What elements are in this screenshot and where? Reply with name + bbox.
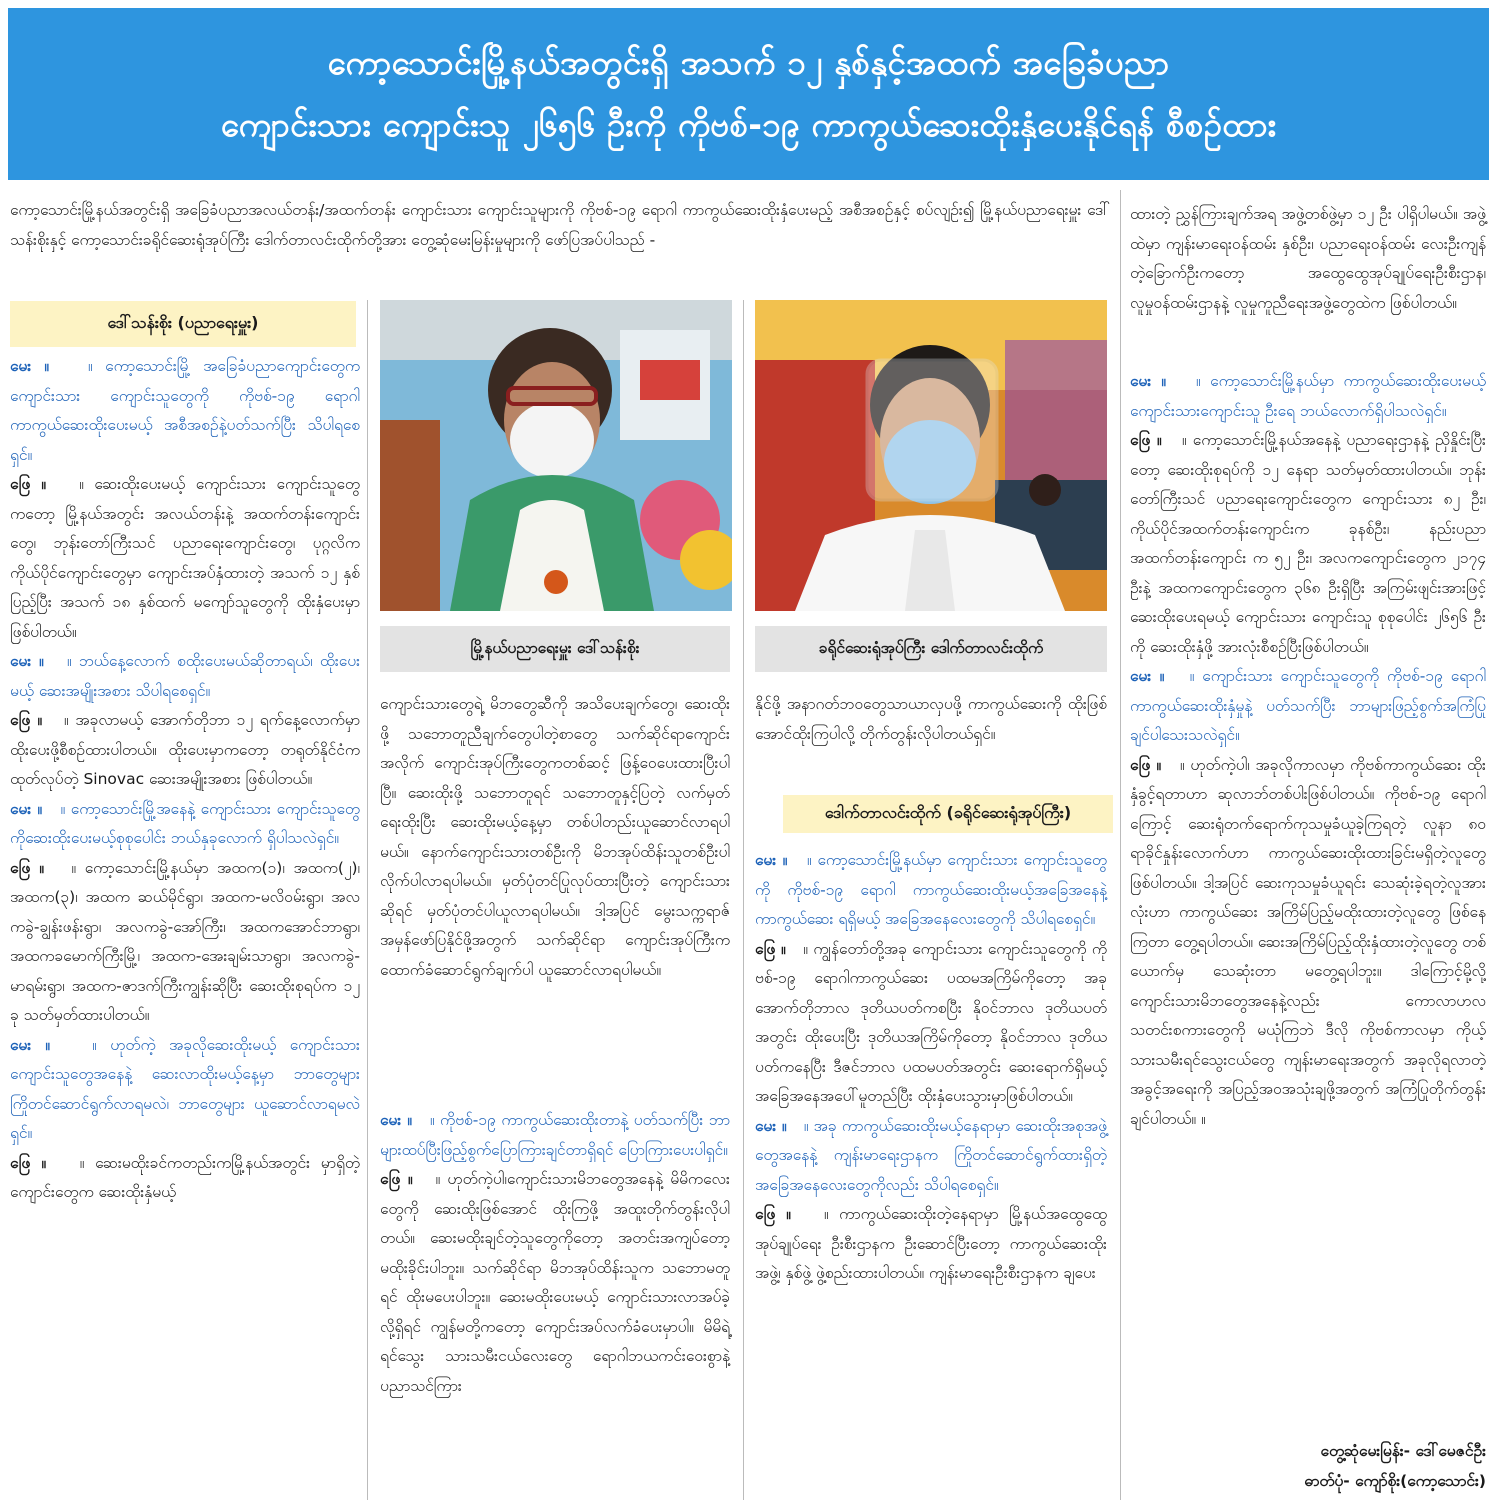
answer-marker: ဖြေ ။ xyxy=(10,858,72,877)
answer-paragraph xyxy=(10,470,360,647)
question-marker: မေး ။ xyxy=(10,799,61,818)
photo-caption-education-officer: မြို့နယ်ပညာရေးမှူး ဒေါ်သန်းစိုး xyxy=(380,626,730,672)
question-text: ။ ဘယ်နေ့လောက် စထိုးပေးမယ်ဆိုတာရယ်၊ ထိုးပေးမယ့် ဆေးအမျိုးအစား သိပါရစေရှင်။ xyxy=(10,652,361,700)
question-paragraph xyxy=(755,1112,1107,1201)
answer-marker: ဖြေ ။ xyxy=(755,1205,824,1223)
question-paragraph xyxy=(1130,662,1486,751)
question-text: ။ အခု ကာကွယ်ဆေးထိုးမယ့်နေရာမှာ ဆေးထိုးအစုအဖွဲ့တွေအနေနဲ့ ကျန်းမာရေးဌာနက ကြိုတင်ဆောင်ရွက်ထားရှိတဲ့ အခြေအနေလေးတွေကိုလည်း သိပါရစေရှင်။ xyxy=(755,1116,1107,1194)
question-marker: မေး ။ xyxy=(380,1111,430,1129)
answer-paragraph xyxy=(755,1200,1107,1289)
answer-marker: ဖြေ ။ xyxy=(1130,755,1180,774)
column-2-qa xyxy=(380,1106,730,1401)
question-text: ။ ကော့သောင်းမြို့နယ်မှာ ကာကွယ်ဆေးထိုးပေးမယ့် ကျောင်းသားကျောင်းသူ ဦးရေ ဘယ်လောက်ရှိပါသလဲရှင်။ xyxy=(1130,372,1486,420)
question-marker: မေး ။ xyxy=(1130,372,1196,390)
column-divider xyxy=(1120,190,1121,1500)
hospital-superintendent-photo xyxy=(755,300,1107,611)
headline-line-1: ကော့သောင်းမြို့နယ်အတွင်းရှိ အသက် ၁၂ နှစ်နှင့်အထက် အခြေခံပညာ xyxy=(327,43,1170,82)
question-paragraph xyxy=(10,1031,360,1149)
column-3-lead: နိုင်ဖို့ အနာဂတ်ဘဝတွေသာယာလှပဖို့ ကာကွယ်ဆေးကို ထိုးဖြစ်အောင်ထိုးကြပါလို့ တိုက်တွန်းလိုပါတယ်ရှင်။ xyxy=(755,695,1107,743)
answer-paragraph xyxy=(10,706,360,795)
answer-marker: ဖြေ ။ xyxy=(10,475,80,493)
question-marker: မေး ။ xyxy=(1130,667,1190,685)
answer-text: ။ ဆေးထိုးပေးမယ့် ကျောင်းသား ကျောင်းသူတွေကတော့ မြို့နယ်အတွင်း အလယ်တန်းနဲ့ အထက်တန်းကျောင်းတွေ၊ ဘုန်းတော်ကြီးသင် ပညာရေးကျောင်းတွေ၊ ပုဂ္ဂလိကကိုယ်ပိုင်ကျောင်းတွေမှာ ကျောင်းအပ်နှံထားတဲ့ အသက် ၁၂ နှစ်ပြည့်ပြီး အသက် ၁၈ နှစ်ထက် မကျော်သူတွေကို ထိုးနှံပေးမှာဖြစ်ပါတယ်။ xyxy=(10,475,360,641)
column-divider xyxy=(743,300,744,1500)
answer-paragraph xyxy=(380,1165,730,1401)
byline-photographer: ဓာတ်ပုံ- ကျော်စိုး(ကော့သောင်း) xyxy=(1304,1472,1486,1490)
question-marker: မေး ။ xyxy=(755,851,807,869)
answer-marker: ဖြေ ။ xyxy=(10,1153,80,1172)
question-text: ။ ဟုတ်ကဲ့ အခုလိုဆေးထိုးမယ့် ကျောင်းသား ကျောင်းသူတွေအနေနဲ့ ဆေးလာထိုးမယ့်နေ့မှာ ဘာတွေများ ကြိုတင်ဆောင်ရွက်လာရမလဲ၊ ဘာတွေများ ယူဆောင်လာရမလဲရှင်။ xyxy=(10,1035,360,1142)
answer-paragraph xyxy=(10,1149,360,1208)
answer-text: ။ ဟုတ်ကဲ့ပါ၊ကျောင်းသားမိဘတွေအနေနဲ့ မိမိကလေးတွေကို ဆေးထိုးဖြစ်အောင် ထိုးကြဖို့ အထူးတိုက်တွန်းလိုပါတယ်။ ဆေးမထိုးချင်တဲ့သူတွေကိုတော့ အတင်းအကျပ်တော့ မထိုးခိုင်းပါဘူး။ သက်ဆိုင်ရာ မိဘအုပ်ထိန်းသူက သဘောမတူရင် ထိုးမပေးပါဘူး။ ဆေးမထိုးပေးမယ့် ကျောင်းသားလာအပ်ခဲ့လို့ရှိရင် ကျွန်မတို့ကတော့ ကျောင်းအပ်လက်ခံပေးမှာပါ။ မိမိရဲ့ရင်သွေး သားသမီးငယ်လေးတွေ ရောဂါဘယကင်းဝေးစွာနဲ့ ပညာသင်ကြား xyxy=(380,1170,730,1395)
column-1 xyxy=(10,352,360,1208)
question-paragraph xyxy=(1130,367,1486,426)
answer-marker: ဖြေ ။ xyxy=(755,939,804,958)
column-2-continuation: ကျောင်းသားတွေရဲ့ မိဘတွေဆီကို အသိပေးချက်တွေ၊ ဆေးထိုးဖို့ သဘောတူညီချက်တွေပါတဲ့စာတွေ သက်ဆိုင်ရာကျောင်းအလိုက် ကျောင်းအုပ်ကြီးတွေကတစ်ဆင့် ဖြန့်ဝေပေးထားပြီးပါပြီ။ ဆေးထိုးဖို့ သဘောတူရင် သဘောတူနှင့်ပြတဲ့ လက်မှတ်ရေးထိုးပြီး ဆေးထိုးမယ့်နေ့မှာ တစ်ပါတည်းယူဆောင်လာရပါမယ်။ နောက်ကျောင်းသားတစ်ဦးကို မိဘအုပ်ထိန်းသူတစ်ဦးပါ လိုက်ပါလာရပါမယ်။ မှတ်ပုံတင်ပြုလုပ်ထားပြီးတဲ့ ကျောင်းသားဆိုရင် မှတ်ပုံတင်ပါယူလာရပါမယ်။ ဒါ့အပြင် မွေးသက္ကရာဇ်အမှန်ဖော်ပြနိုင်ဖို့အတွက် သက်ဆိုင်ရာ ကျောင်းအုပ်ကြီးက ထောက်ခံဆောင်ရွက်ချက်ပါ ယူဆောင်လာရပါမယ်။ xyxy=(380,695,730,979)
column-3 xyxy=(755,846,1107,1289)
question-marker: မေး ။ xyxy=(10,1035,92,1054)
intro-paragraph: ကော့သောင်းမြို့နယ်အတွင်းရှိ အခြေခံပညာအလယ်တန်း/အထက်တန်း ကျောင်းသား ကျောင်းသူများကို ကိုဗစ်-၁၉ ရောဂါ ကာကွယ်ဆေးထိုးနှံပေးမည့် အစီအစဉ်နှင့် စပ်လျဉ်း၍ မြို့နယ်ပညာရေးမှူး ဒေါ်သန်းစိုးနှင့် ကော့သောင်းခရိုင်ဆေးရုံအုပ်ကြီး ဒေါက်တာလင်းထိုက်တို့အား တွေ့ဆုံမေးမြန်းမှုများကို ဖော်ပြအပ်ပါသည် - xyxy=(10,201,1110,249)
answer-text: ။ အခုလာမယ့် အောက်တိုဘာ ၁၂ ရက်နေ့လောက်မှာ ထိုးပေးဖို့စီစဉ်ထားပါတယ်။ ထိုးပေးမှာကတော့ တရုတ်နိုင်ငံကထုတ်လုပ်တဲ့ Sinovac ဆေးအမျိုးအစား ဖြစ်ပါတယ်။ xyxy=(10,711,360,788)
question-paragraph xyxy=(380,1106,730,1165)
column-4-lead: ထားတဲ့ ညွှန်ကြားချက်အရ အဖွဲ့တစ်ဖွဲ့မှာ ၁၂ ဦး ပါရှိပါမယ်။ အဖွဲ့ထဲမှာ ကျန်းမာရေးဝန်ထမ်း နှစ်ဦး၊ ပညာရေးဝန်ထမ်း လေးဦးကျန်တဲ့ခြောက်ဦးကတော့ အထွေထွေအုပ်ချုပ်ရေးဦးစီးဌာန၊ လူမှုဝန်ထမ်းဌာနနဲ့ လူမှုကူညီရေးအဖွဲ့တွေထဲက ဖြစ်ပါတယ်။ xyxy=(1130,205,1486,312)
answer-marker: ဖြေ ။ xyxy=(1130,431,1182,449)
answer-marker: ဖြေ ။ xyxy=(10,711,64,729)
question-marker: မေး ။ xyxy=(10,357,88,375)
answer-marker: ဖြေ ။ xyxy=(380,1170,436,1188)
question-paragraph xyxy=(755,846,1107,935)
education-officer-photo xyxy=(380,300,732,611)
question-text: ။ ကော့သောင်းမြို့ အခြေခံပညာကျောင်းတွေက ကျောင်းသား ကျောင်းသူတွေကို ကိုဗစ်-၁၉ ရောဂါကာကွယ်ဆေးထိုးပေးမယ့် အစီအစဉ်နဲ့ပတ်သက်ပြီး သိပါရစေရှင်။ xyxy=(10,357,360,464)
answer-text: ။ ကော့သောင်းမြို့နယ်မှာ အထက(၁)၊ အထက(၂)၊ အထက(၃)၊ အထက ဆယ်မိုင်ရွာ၊ အထက-မလိဝမ်းရွာ၊ အလကခွဲ-ချွန်းဖန်းရွာ၊ အလကခွဲ-အော်ကြီး၊ အထကအောင်ဘာရွာ၊ အထကခမောက်ကြီးမြို့၊ အထက-အေးချမ်းသာရွာ၊ အလကခွဲ-မာရမ်းရွာ၊ အထက-ဇာဒက်ကြီးကျွန်းဆိုပြီး ဆေးထိုးစုရပ်က ၁၂ ခု သတ်မှတ်ထားပါတယ်။ xyxy=(10,858,360,1024)
byline-interviewer: တွေ့ဆုံမေးမြန်း- ဒေါ်မေဇင်ဦး xyxy=(1320,1442,1486,1460)
column-4 xyxy=(1130,367,1486,1134)
question-text: ။ ကိုဗစ်-၁၉ ကာကွယ်ဆေးထိုးတာနဲ့ ပတ်သက်ပြီး ဘာများထပ်ပြီးဖြည့်စွက်ပြောကြားချင်တာရှိရင် ပြောကြားပေးပါရှင်။ xyxy=(380,1111,730,1159)
section-header-education-officer: ဒေါ်သန်းစိုး (ပညာရေးမှူး) xyxy=(10,301,356,347)
headline-banner xyxy=(8,8,1489,180)
question-marker: မေး ။ xyxy=(10,652,67,670)
answer-paragraph xyxy=(1130,751,1486,1135)
answer-text: ။ ဟုတ်ကဲ့ပါ၊ အခုလိုကာလမှာ ကိုဗစ်ကာကွယ်ဆေး ထိုးနှံခွင့်ရတာဟာ ဆုလာဘ်တစ်ပါးဖြစ်ပါတယ်။ ကိုဗစ်-၁၉ ရောဂါကြောင့် ဆေးရုံတက်ရောက်ကုသမှုခံယူခဲ့ကြရတဲ့ လူနာ ၈၀ ရာခိုင်နှုန်းလောက်ဟာ ကာကွယ်ဆေးထိုးထားခြင်းမရှိတဲ့လူတွေ ဖြစ်ပါတယ်။ ဒါ့အပြင် ဆေးကုသမှုခံယူရင်း သေဆုံးခဲ့ရတဲ့လူအားလုံးဟာ ကာကွယ်ဆေး အကြိမ်ပြည့်မထိုးထားတဲ့လူတွေ ဖြစ်နေကြတာ တွေ့ရပါတယ်။ ဆေးအကြိမ်ပြည့်ထိုးနှံထားတဲ့လူတွေ တစ်ယောက်မှ သေဆုံးတာ မတွေ့ရပါဘူး။ ဒါကြောင့်မို့လို့ ကျောင်းသားမိဘတွေအနေနဲ့လည်း ကောလာဟလ သတင်းစကားတွေကို မယုံကြဘဲ ဒီလို ကိုဗစ်ကာလမှာ ကိုယ့်သားသမီးရင်သွေးငယ်တွေ ကျန်းမာရေးအတွက် အခုလိုရလာတဲ့အခွင့်အရေးကို အပြည့်အဝအသုံးချဖို့အတွက် အကြံပြုတိုက်တွန်းချင်ပါတယ်။ ။ xyxy=(1130,755,1486,1128)
question-paragraph xyxy=(10,352,360,470)
question-text: ။ ကော့သောင်းမြို့အနေနဲ့ ကျောင်းသား ကျောင်းသူတွေကိုဆေးထိုးပေးမယ့်စုစုပေါင်း ဘယ်နှခုလောက် ရှိပါသလဲရှင်။ xyxy=(10,799,361,847)
answer-paragraph xyxy=(10,854,360,1031)
answer-paragraph xyxy=(1130,426,1486,662)
answer-text: ။ ကော့သောင်းမြို့နယ်အနေနဲ့ ပညာရေးဌာနနဲ့ ညှိနှိုင်းပြီးတော့ ဆေးထိုးစုရပ်ကို ၁၂ နေရာ သတ်မှတ်ထားပါတယ်။ ဘုန်းတော်ကြီးသင် ပညာရေးကျောင်းတွေက ကျောင်းသား ၈၂ ဦး၊ ကိုယ်ပိုင်အထက်တန်းကျောင်းက ခုနစ်ဦး၊ နည်းပညာအထက်တန်းကျောင်း က ၅၂ ဦး၊ အလကကျောင်းတွေက ၂၁၇၄ ဦးနဲ့ အထကကျောင်းတွေက ၃၆၈ ဦးရှိပြီး အကြမ်းဖျင်းအားဖြင့် ဆေးထိုးပေးရမယ့် ကျောင်းသား ကျောင်းသူ စုစုပေါင်း ၂၆၅၆ ဦး ကို ဆေးထိုးနှံဖို့ အားလုံးစီစဉ်ပြီးဖြစ်ပါတယ်။ xyxy=(1130,431,1486,656)
question-marker: မေး ။ xyxy=(755,1116,804,1135)
column-divider xyxy=(367,300,368,1500)
answer-text: ။ ဆေးမထိုးခင်ကတည်းကမြို့နယ်အတွင်း မှာရှိတဲ့ ကျောင်းတွေက ဆေးထိုးနှံမယ့် xyxy=(10,1153,360,1201)
photo-caption-hospital-superintendent: ခရိုင်ဆေးရုံအုပ်ကြီး ဒေါက်တာလင်းထိုက် xyxy=(755,626,1107,672)
section-header-hospital-superintendent: ဒေါက်တာလင်းထိုက် (ခရိုင်ဆေးရုံအုပ်ကြီး) xyxy=(783,795,1113,833)
question-paragraph xyxy=(10,795,360,854)
answer-text: ။ ကျွန်တော်တို့အခု ကျောင်းသား ကျောင်းသူတွေကို ကိုဗစ်-၁၉ ရောဂါကာကွယ်ဆေး ပထမအကြိမ်ကိုတော့ အခု အောက်တိုဘာလ ဒုတိယပတ်ကစပြီး နိုဝင်ဘာလ ဒုတိယပတ်အတွင်း ထိုးပေးပြီး ဒုတိယအကြိမ်ကိုတော့ နိုဝင်ဘာလ ဒုတိယပတ်ကနေပြီး ဒီဇင်ဘာလ ပထမပတ်အတွင်း ဆေးရောက်ရှိမယ့် အခြေအနေအပေါ်မူတည်ပြီး ထိုးနှံပေးသွားမှာဖြစ်ပါတယ်။ xyxy=(755,939,1107,1105)
question-text: ။ ကော့သောင်းမြို့နယ်မှာ ကျောင်းသား ကျောင်းသူတွေကို ကိုဗစ်-၁၉ ရောဂါ ကာကွယ်ဆေးထိုးမယ့်အခြေအနေနဲ့ ကာကွယ်ဆေး ရရှိမယ့် အခြေအနေလေးတွေကို သိပါရစေရှင်။ xyxy=(755,851,1107,928)
question-paragraph xyxy=(10,647,360,706)
answer-text: ။ ကာကွယ်ဆေးထိုးတဲ့နေရာမှာ မြို့နယ်အထွေထွေအုပ်ချုပ်ရေး ဦးစီးဌာနက ဦးဆောင်ပြီးတော့ ကာကွယ်ဆေးထိုးအဖွဲ့၊ နှစ်ဖွဲ့ ဖွဲ့စည်းထားပါတယ်။ ကျန်းမာရေးဦးစီးဌာနက ချပေး xyxy=(755,1205,1107,1282)
question-text: ။ ကျောင်းသား ကျောင်းသူတွေကို ကိုဗစ်-၁၉ ရောဂါ ကာကွယ်ဆေးထိုးနှံမှုနဲ့ ပတ်သက်ပြီး ဘာများဖြည့်စွက်အကြံပြုချင်ပါသေးသလဲရှင်။ xyxy=(1130,667,1486,744)
headline-line-2: ကျောင်းသား ကျောင်းသူ ၂၆၅၆ ဦးကို ကိုဗစ်-၁၉ ကာကွယ်ဆေးထိုးနှံပေးနိုင်ရန် စီစဉ်ထား xyxy=(220,105,1277,144)
answer-paragraph xyxy=(755,935,1107,1112)
